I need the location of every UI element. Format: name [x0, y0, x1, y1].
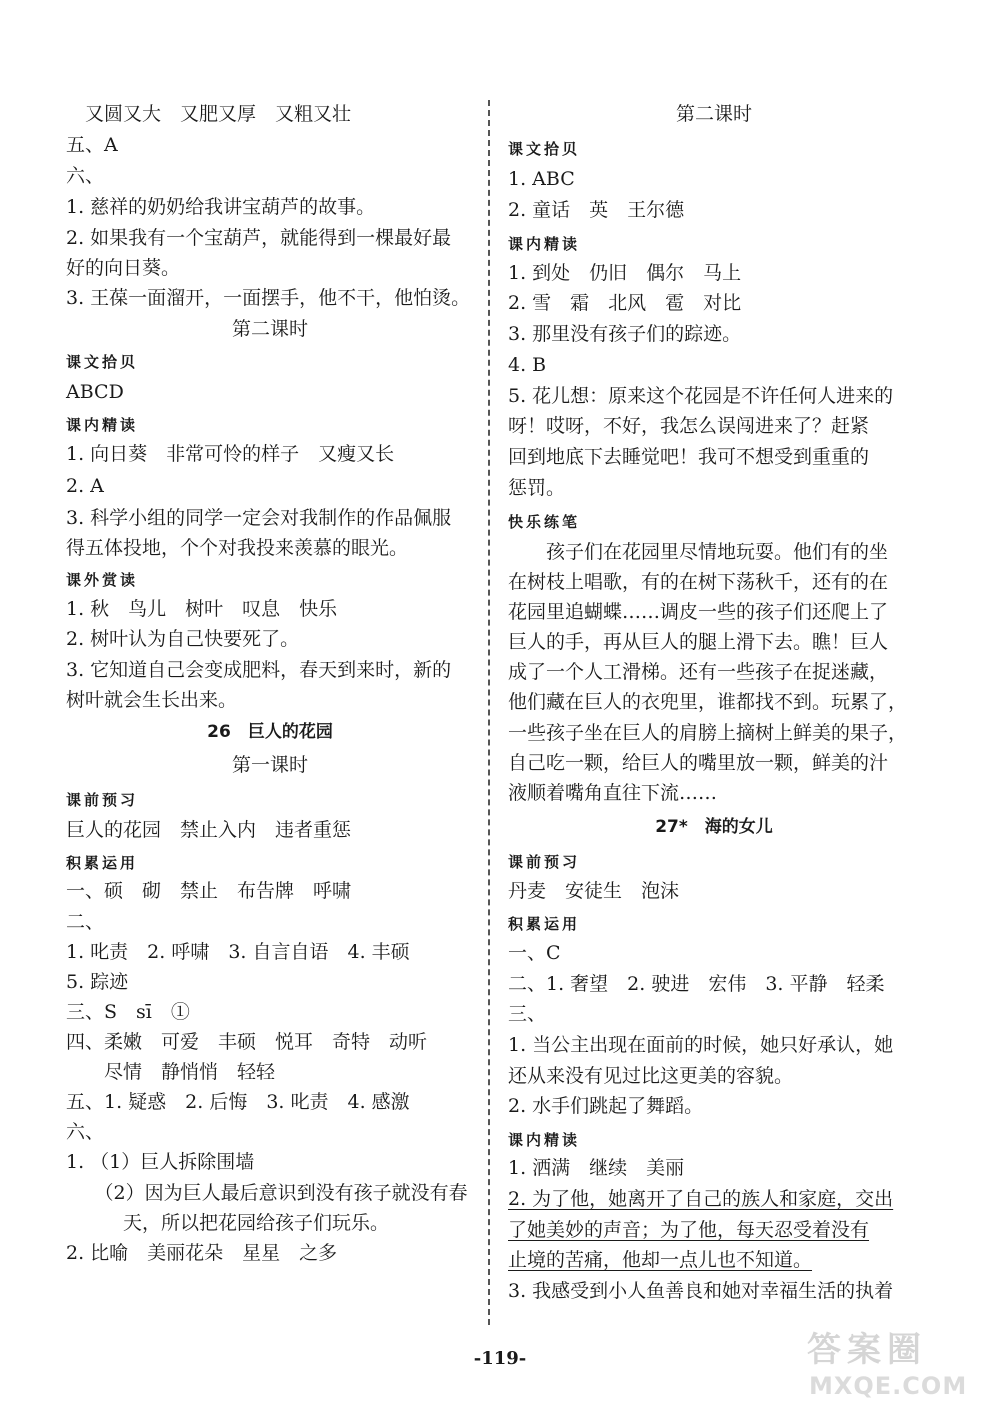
paragraph-line: 在树枝上唱歌，有的在树下荡秋千，还有的在: [508, 571, 889, 593]
watermark-top-text: 答案圈: [807, 1330, 927, 1370]
section-heading: 课内精读: [66, 416, 139, 434]
chapter-title: 26 巨人的花园: [207, 722, 333, 742]
answer-line: 1. 到处 仍旧 偶尔 马上: [508, 262, 742, 284]
answer-line: 一、硕 砌 禁止 布告牌 呼啸: [66, 880, 352, 902]
answer-line: 惩罚。: [508, 477, 566, 499]
answer-line: 5. 花儿想：原来这个花园是不许任何人进来的: [508, 385, 894, 407]
answer-line: 2. 树叶认为自己快要死了。: [66, 628, 300, 650]
answer-line: 一、C: [508, 942, 561, 964]
answer-line: 1. 秋 鸟儿 树叶 叹息 快乐: [66, 598, 338, 620]
answer-line: 丹麦 安徒生 泡沫: [508, 880, 680, 902]
answer-line: 2. 童话 英 王尔德: [508, 199, 685, 221]
answer-line: 1. （1）巨人拆除围墙: [66, 1151, 255, 1173]
section-heading: 三、: [508, 1003, 547, 1025]
answer-line: 3. 我感受到小人鱼善良和她对幸福生活的执着: [508, 1280, 894, 1302]
paragraph-line: 孩子们在花园里尽情地玩耍。他们有的坐: [508, 541, 889, 563]
section-heading: 快乐练笔: [508, 513, 581, 531]
answer-line: 3. 那里没有孩子们的踪迹。: [508, 323, 742, 345]
answer-line: 又圆又大 又肥又厚 又粗又壮: [66, 103, 352, 125]
answer-line: 巨人的花园 禁止入内 违者重惩: [66, 819, 352, 841]
answer-line: 4. B: [508, 354, 547, 376]
answer-line: （2）因为巨人最后意识到没有孩子就没有春: [66, 1182, 468, 1204]
underlined-answer-line: 了她美妙的声音；为了他，每天忍受着没有: [508, 1219, 870, 1241]
section-heading: 积累运用: [508, 915, 581, 933]
answer-line: 2. 雪 霜 北风 雹 对比: [508, 292, 742, 314]
paragraph-line: 花园里追蝴蝶……调皮一些的孩子们还爬上了: [508, 601, 889, 623]
answer-line: 天，所以把花园给孩子们玩乐。: [66, 1212, 390, 1234]
chapter-title: 27* 海的女儿: [655, 817, 773, 837]
section-heading: 六、: [66, 165, 105, 187]
answer-line: 2. 比喻 美丽花朵 星星 之多: [66, 1242, 338, 1264]
section-heading: 二、: [66, 911, 105, 933]
answer-line: 2. A: [66, 475, 104, 497]
answer-line: 2. 如果我有一个宝葫芦，就能得到一棵最好最: [66, 227, 452, 249]
answer-line: 3. 它知道自己会变成肥料，春天到来时，新的: [66, 659, 452, 681]
answer-line: 3. 科学小组的同学一定会对我制作的作品佩服: [66, 507, 452, 529]
answer-line: 三、S sī ①: [66, 1001, 190, 1023]
answer-line: 五、1. 疑惑 2. 后悔 3. 叱责 4. 感激: [66, 1091, 410, 1113]
section-heading: 五、A: [66, 134, 118, 156]
watermark-bottom-text: MXQE.COM: [809, 1372, 968, 1400]
answer-line: 树叶就会生长出来。: [66, 689, 238, 711]
answer-line: 四、柔嫩 可爱 丰硕 悦耳 奇特 动听: [66, 1031, 428, 1053]
paragraph-line: 巨人的手，再从巨人的腿上滑下去。瞧！巨人: [508, 631, 889, 653]
answer-line: 尽情 静悄悄 轻轻: [66, 1061, 276, 1083]
section-heading: 课文拾贝: [508, 140, 581, 158]
answer-line: 好的向日葵。: [66, 257, 181, 279]
paragraph-line: 成了一个人工滑梯。还有一些孩子在捉迷藏，: [508, 661, 889, 683]
answer-line: ABCD: [66, 381, 124, 403]
page-number: -119-: [473, 1348, 527, 1369]
answer-line: 1. 当公主出现在面前的时候，她只好承认，她: [508, 1034, 894, 1056]
column-divider: [488, 100, 490, 1325]
answer-line: 还从来没有见过比这更美的容貌。: [508, 1065, 794, 1087]
paragraph-line: 液顺着嘴角直往下流……: [508, 782, 718, 804]
lesson-title: 第二课时: [675, 103, 752, 125]
answer-line: 3. 王葆一面溜开，一面摆手，他不干，他怕烫。: [66, 287, 471, 309]
section-heading: 课外赏读: [66, 571, 139, 589]
lesson-title: 第一课时: [231, 754, 308, 776]
answer-line: 1. 洒满 继续 美丽: [508, 1157, 685, 1179]
section-heading: 六、: [66, 1121, 105, 1143]
paragraph-line: 一些孩子坐在巨人的肩膀上摘树上鲜美的果子，: [508, 722, 908, 744]
watermark-logo: [807, 1322, 982, 1402]
answer-line: 1. 慈祥的奶奶给我讲宝葫芦的故事。: [66, 196, 376, 218]
answer-line: 呀！哎呀，不好，我怎么误闯进来了？赶紧: [508, 415, 870, 437]
answer-line: 回到地底下去睡觉吧！我可不想受到重重的: [508, 446, 870, 468]
answer-line: 1. 向日葵 非常可怜的样子 又瘦又长: [66, 443, 395, 465]
section-heading: 课内精读: [508, 1131, 581, 1149]
answer-line: 1. ABC: [508, 168, 575, 190]
answer-line: 5. 踪迹: [66, 971, 129, 993]
section-heading: 课文拾贝: [66, 353, 139, 371]
paragraph-line: 他们藏在巨人的衣兜里，谁都找不到。玩累了，: [508, 691, 908, 713]
paragraph-line: 自己吃一颗，给巨人的嘴里放一颗，鲜美的汁: [508, 752, 889, 774]
answer-line: 2. 水手们跳起了舞蹈。: [508, 1095, 704, 1117]
answer-line: 1. 叱责 2. 呼啸 3. 自言自语 4. 丰硕: [66, 941, 410, 963]
answer-line: 得五体投地，个个对我投来羡慕的眼光。: [66, 537, 409, 559]
section-heading: 积累运用: [66, 854, 139, 872]
underlined-answer-line: 止境的苦痛，他却一点儿也不知道。: [508, 1249, 813, 1271]
section-heading: 课前预习: [508, 853, 581, 871]
lesson-title: 第二课时: [231, 318, 308, 340]
section-heading: 课内精读: [508, 235, 581, 253]
answer-line: 二、1. 奢望 2. 驶进 宏伟 3. 平静 轻柔: [508, 973, 885, 995]
underlined-answer-line: 2. 为了他，她离开了自己的族人和家庭，交出: [508, 1188, 894, 1210]
section-heading: 课前预习: [66, 791, 139, 809]
